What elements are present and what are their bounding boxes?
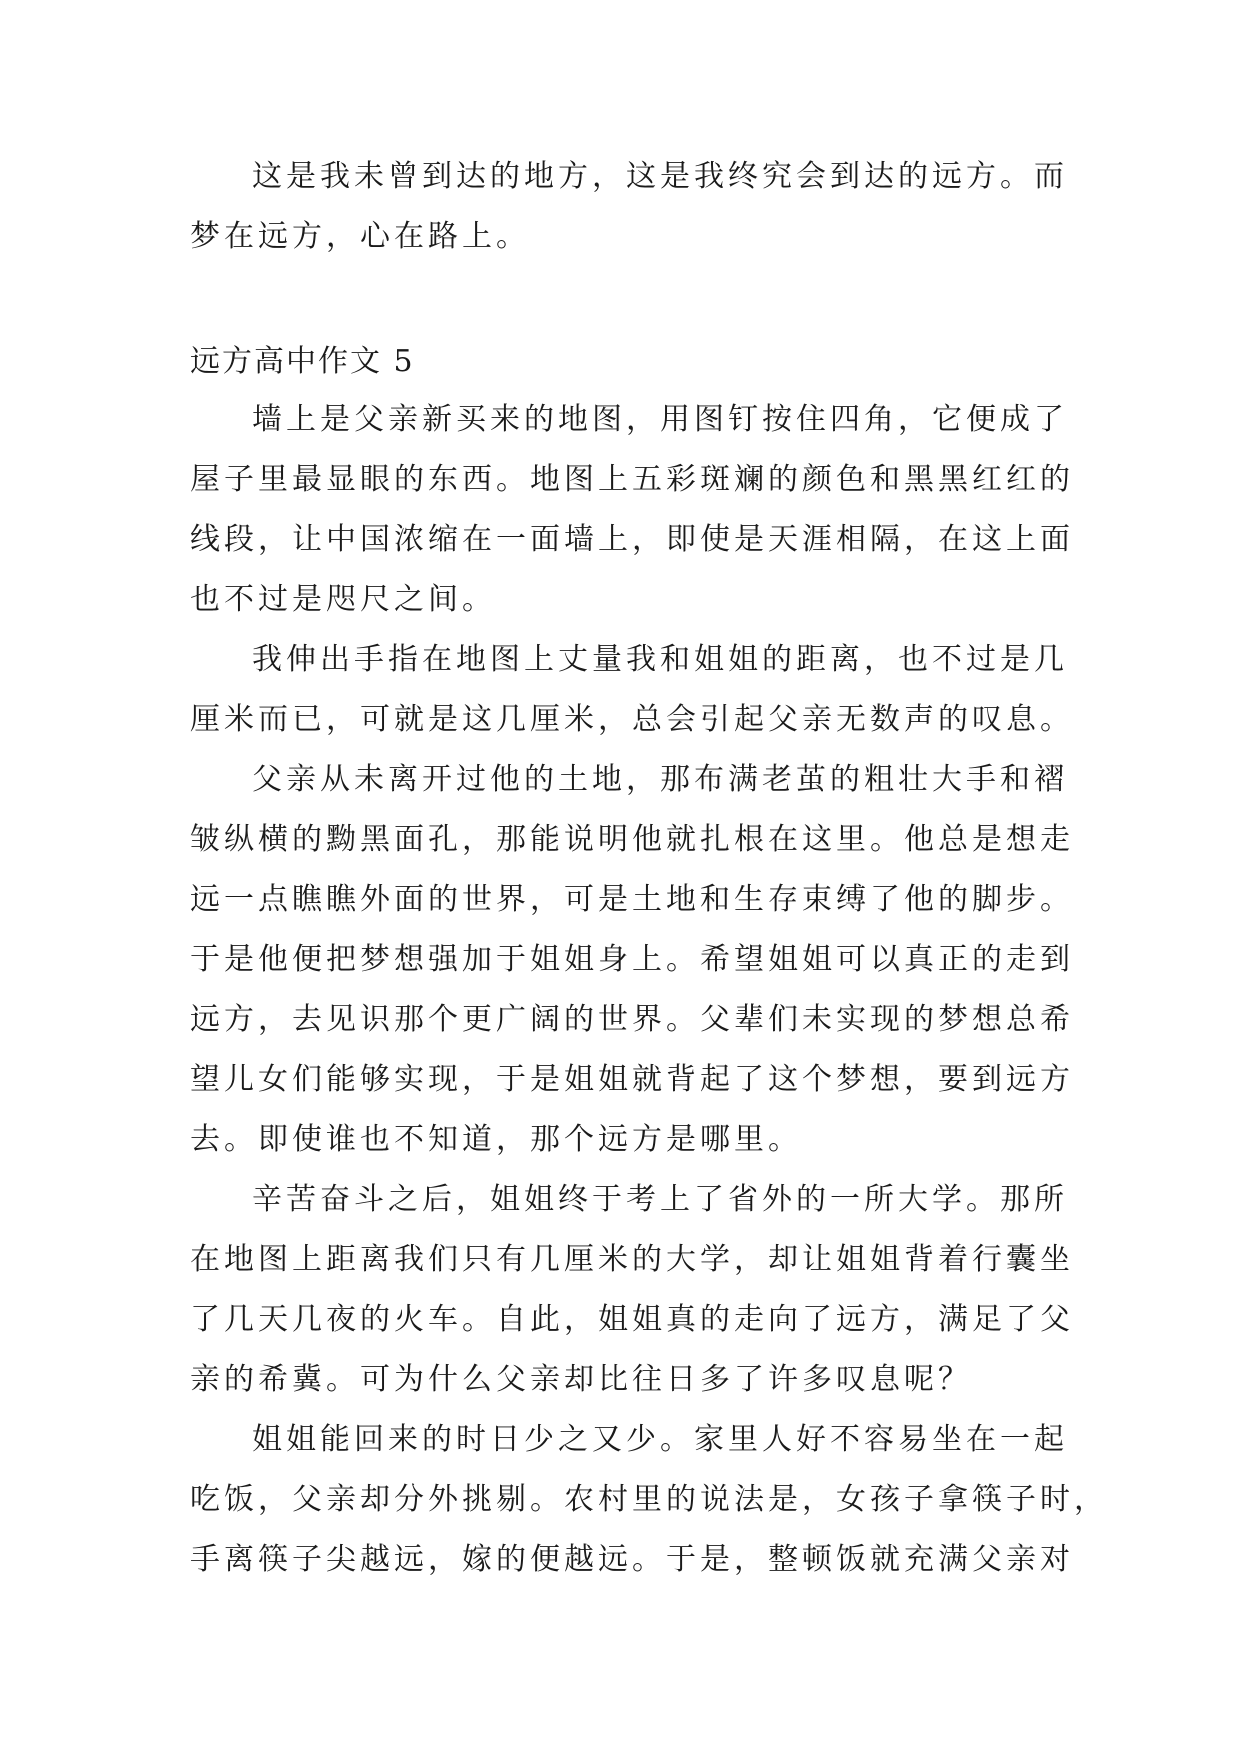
paragraph-5 <box>190 1410 1108 1590</box>
paragraph-line: 父亲从未离开过他的土地，那布满老茧的粗壮大手和褶 <box>252 762 1068 797</box>
paragraph-line: 手离筷子尖越远，嫁的便越远。于是，整顿饭就充满父亲对 <box>190 1542 1074 1577</box>
paragraph-line: 厘米而已，可就是这几厘米，总会引起父亲无数声的叹息。 <box>190 702 1074 737</box>
paragraph-line: 远方，去见识那个更广阔的世界。父辈们未实现的梦想总希 <box>190 1002 1074 1037</box>
paragraph-1 <box>190 390 1074 630</box>
paragraph-4 <box>190 1170 1074 1410</box>
paragraph-line: 线段，让中国浓缩在一面墙上，即使是天涯相隔，在这上面 <box>190 522 1074 557</box>
paragraph-line: 远一点瞧瞧外面的世界，可是土地和生存束缚了他的脚步。 <box>190 882 1074 917</box>
paragraph-line: 去。即使谁也不知道，那个远方是哪里。 <box>190 1122 802 1157</box>
paragraph-line: 这是我未曾到达的地方，这是我终究会到达的远方。而 <box>252 159 1068 194</box>
paragraph-2 <box>190 630 1074 750</box>
paragraph-3 <box>190 750 1074 1170</box>
paragraph-line: 墙上是父亲新买来的地图，用图钉按住四角，它便成了 <box>252 402 1068 437</box>
paragraph-line: 在地图上距离我们只有几厘米的大学，却让姐姐背着行囊坐 <box>190 1242 1074 1277</box>
paragraph-line: 辛苦奋斗之后，姐姐终于考上了省外的一所大学。那所 <box>252 1182 1068 1217</box>
paragraph-line: 也不过是咫尺之间。 <box>190 582 496 617</box>
paragraph-line: 于是他便把梦想强加于姐姐身上。希望姐姐可以真正的走到 <box>190 942 1074 977</box>
paragraph-line: 我伸出手指在地图上丈量我和姐姐的距离，也不过是几 <box>252 642 1068 677</box>
intro-paragraph <box>190 147 1070 267</box>
paragraph-line: 吃饭，父亲却分外挑剔。农村里的说法是，女孩子拿筷子时， <box>190 1482 1108 1517</box>
paragraph-line: 姐姐能回来的时日少之又少。家里人好不容易坐在一起 <box>252 1422 1068 1457</box>
paragraph-line: 亲的希冀。可为什么父亲却比往日多了许多叹息呢？ <box>190 1362 972 1397</box>
paragraph-line: 梦在远方，心在路上。 <box>190 219 530 254</box>
section-title-text: 远方高中作文 5 <box>190 344 415 379</box>
paragraph-line: 屋子里最显眼的东西。地图上五彩斑斓的颜色和黑黑红红的 <box>190 462 1074 497</box>
paragraph-line: 了几天几夜的火车。自此，姐姐真的走向了远方，满足了父 <box>190 1302 1074 1337</box>
paragraph-line: 皱纵横的黝黑面孔，那能说明他就扎根在这里。他总是想走 <box>190 822 1074 857</box>
paragraph-line: 望儿女们能够实现，于是姐姐就背起了这个梦想，要到远方 <box>190 1062 1074 1097</box>
section-title <box>190 332 1070 392</box>
